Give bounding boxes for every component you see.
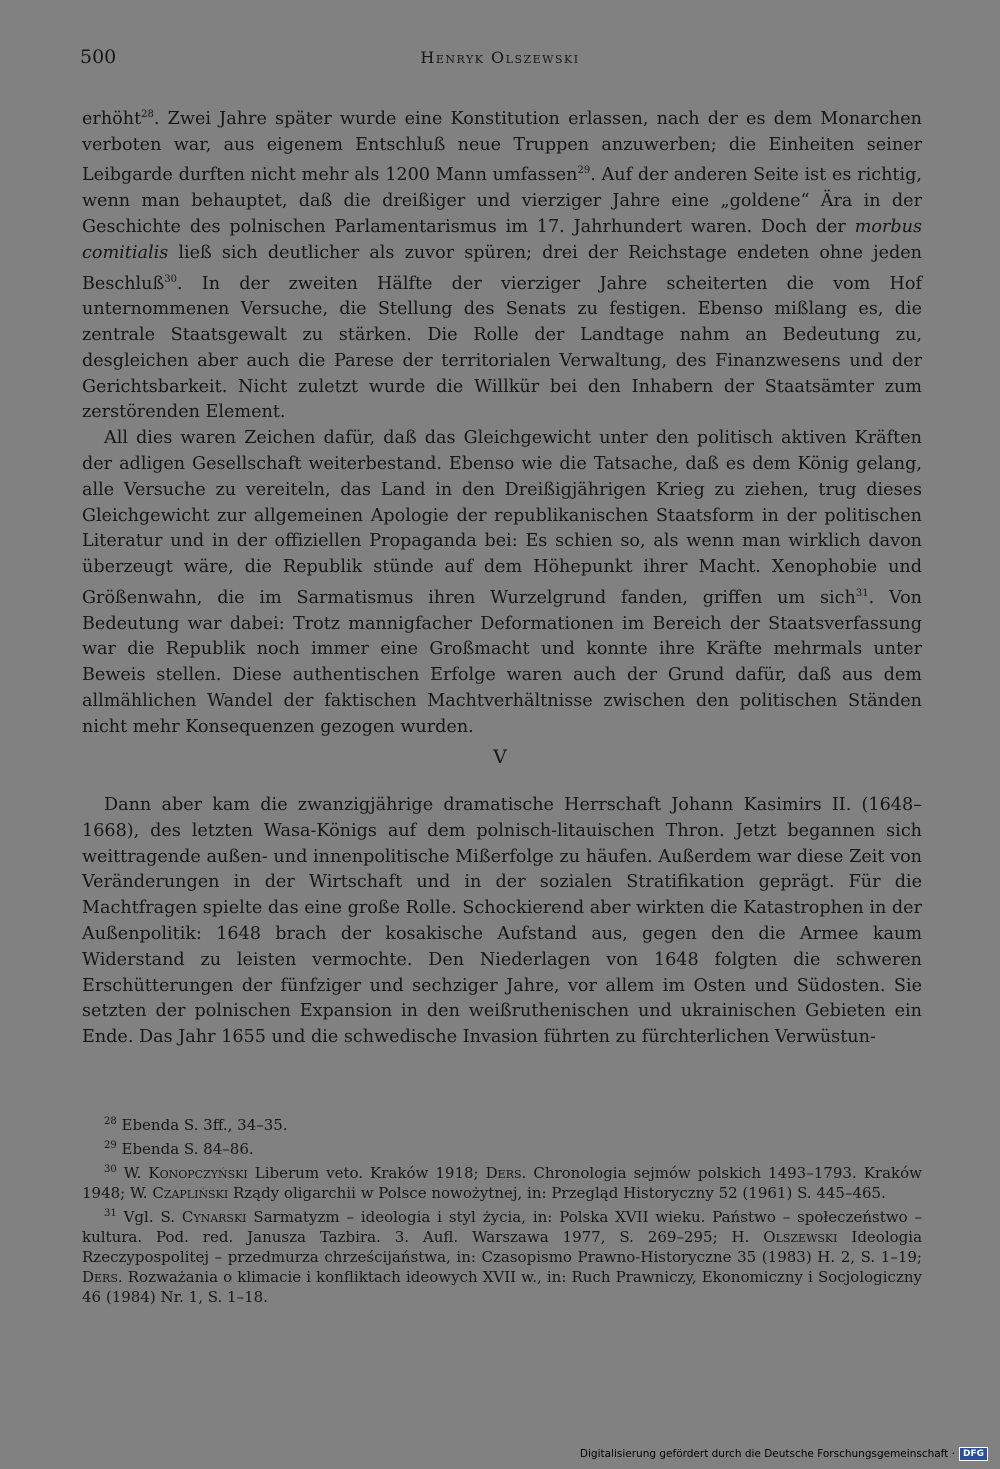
footer-text: Digitalisierung gefördert durch die Deutsche Forschungsgemeinschaft ·	[579, 1448, 955, 1460]
text-run: . Von Bedeutung war dabei: Trotz mannigfacher Deformationen im Bereich der Staatsverfassung war die Republik noch immer eine Großmacht und konnte ihre Kräfte mehrmals unter Beweis stellen. Diese authentischen Erfolge waren auch der Grund dafür, daß aus dem allmählichen Wandel der faktischen Machtverhältnisse zwischen den politischen Ständen nicht mehr Konsequenzen gezogen wurden.	[82, 587, 923, 737]
text-run: Dann aber kam die zwanzigjährige dramatische Herrschaft Johann Kasimirs II. (1648–1668), des letzten Wasa-Königs auf dem polnisch-litauischen Thron. Jetzt begannen sich weittragende außen- und innenpolitische Mißerfolge zu häufen. Außerdem war diese Zeit von Veränderungen in der Wirtschaft und in der sozialen Stratifikation geprägt. Für die Machtfragen spielte das eine große Rolle. Schockierend aber wirkten die Katastrophen in der Außenpolitik: 1648 brach der kosakische Aufstand aus, gegen den die Armee kaum Widerstand zu leisten vermochte. Den Niederlagen von 1648 folgten die schweren Erschütterungen der fünfziger und sechziger Jahre, vor allem im Osten und Südosten. Sie setzten der polnischen Expansion in den weißruthenischen und ukrainischen Gebieten ein Ende. Das Jahr 1655 und die schwedische Invasion führten zu fürchterlichen Verwüstun-	[82, 795, 922, 1048]
author-name: Cynarski	[181, 1208, 247, 1226]
author-name: Czapliński	[152, 1184, 229, 1202]
text-run: . Auf der anderen Seite ist es richtig, wenn man behauptet, daß die dreißiger und vierziger Jahre eine „goldene“ Ära in der Geschichte des polnischen Parlamentarismus im 17. Jahrhundert waren. Doch der	[82, 165, 922, 237]
footnote-ref: 31	[104, 1208, 117, 1219]
paragraph-1	[82, 102, 922, 426]
footnote-ref: 31	[855, 587, 869, 599]
footnote-31	[82, 1204, 922, 1307]
footnote-ref: 28	[104, 1116, 117, 1127]
text-run: Ebenda S. 84–86.	[116, 1140, 254, 1158]
text-run: Ebenda S. 3ff., 34–35.	[116, 1116, 288, 1134]
text-run: Vgl. S.	[116, 1208, 182, 1226]
section-heading: V	[493, 746, 507, 768]
text-run: erhöht	[82, 108, 142, 129]
text-run: . In der zweiten Hälfte der vierziger Jahre scheiterten die vom Hof unternommenen Versuche, die Stellung des Senats zu festigen. Ebenso mißlang es, die zentrale Staatsgewalt zu stärken. Die Rolle der Landtage nahm an Bedeutung zu, desgleichen aber auch die Parese der territorialen Verwaltung, des Finanzwesens und der Gerichtsbarkeit. Nicht zuletzt wurde die Willkür bei den Inhabern der Staatsämter zum zerstörenden Element.	[82, 273, 922, 423]
text-run: Rozważania o klimacie i konfliktach ideowych XVII w., in: Ruch Prawniczy, Ekonomiczny i Socjologiczny 46 (1984) Nr. 1, S. 1–18.	[82, 1268, 922, 1306]
running-head: Henryk Olszewski	[420, 48, 580, 67]
footnote-ref: 28	[141, 109, 154, 120]
text-run: Rządy oligarchii w Polsce nowożytnej, in: Przegląd Historyczny 52 (1961) S. 445–465.	[228, 1184, 886, 1202]
text-run: Liberum veto. Kraków 1918;	[247, 1164, 486, 1182]
paragraph-2	[82, 426, 922, 740]
page-number: 500	[80, 46, 117, 68]
paragraph-3	[82, 793, 922, 1051]
footnotes	[82, 1112, 922, 1308]
footnote-ref: 29	[104, 1140, 117, 1151]
dfg-logo: DFG	[959, 1447, 988, 1461]
author-name: Ders.	[82, 1268, 123, 1286]
text-run: ließ sich deutlicher als zuvor spüren; drei der Reichstage endeten ohne jeden Beschluß	[82, 242, 922, 294]
footnote-30	[82, 1160, 922, 1203]
footnote-28	[82, 1112, 922, 1135]
body-text-section-v	[82, 793, 922, 1051]
footnote-ref: 29	[577, 165, 591, 177]
text-run: All dies waren Zeichen dafür, daß das Gleichgewicht unter den politisch aktiven Kräften der adligen Gesellschaft weiterbestand. Ebenso wie die Tatsache, daß es dem König gelang, alle Versuche zu vereiteln, das Land in den Dreißigjährigen Krieg zu ziehen, trug dieses Gleichgewicht zur allgemeinen Apologie der republikanischen Staatsform in der politischen Literatur und in der offiziellen Propaganda bei: Es schien so, als wenn man wirklich davon überzeugt wäre, die Republik stünde auf dem Höhepunkt ihrer Macht. Xenophobie und Größenwahn, die im Sarmatismus ihren Wurzelgrund fanden, griffen um sich	[82, 428, 922, 608]
text-run: Chronologia sejmów polskich 1493–1793. Kraków 1948; W.	[82, 1164, 922, 1202]
text-run: W.	[116, 1164, 149, 1182]
text-run: Ideologia Rzeczypospolitej – przedmurza chrześcijaństwa, in: Czasopismo Prawno-Historyczne 35 (1983) H. 2, S. 1–19;	[82, 1228, 923, 1266]
footnote-ref: 30	[164, 273, 177, 285]
footnote-29	[82, 1136, 922, 1159]
author-name: Konopczyński	[148, 1164, 248, 1182]
text-run: Sarmatyzm – ideologia i styl życia, in: Polska XVII wieku. Państwo – społeczeństwo – kultura. Pod. red. Janusza Tazbira. 3. Aufl. Warszawa 1977, S. 269–295; H.	[82, 1208, 922, 1246]
digitization-footer	[580, 1447, 988, 1461]
author-name: Ders.	[485, 1164, 527, 1182]
author-name: Olszewski	[763, 1228, 838, 1246]
text-run: . Zwei Jahre später wurde eine Konstitution erlassen, nach der es dem Monarchen verboten war, aus eigenem Entschluß neue Truppen anzuwerben; die Einheiten seiner Leibgarde durften nicht mehr als 1200 Mann umfassen	[82, 108, 922, 186]
body-text	[82, 102, 922, 741]
italic-text: morbus comitialis	[82, 216, 922, 263]
footnote-ref: 30	[104, 1164, 117, 1175]
